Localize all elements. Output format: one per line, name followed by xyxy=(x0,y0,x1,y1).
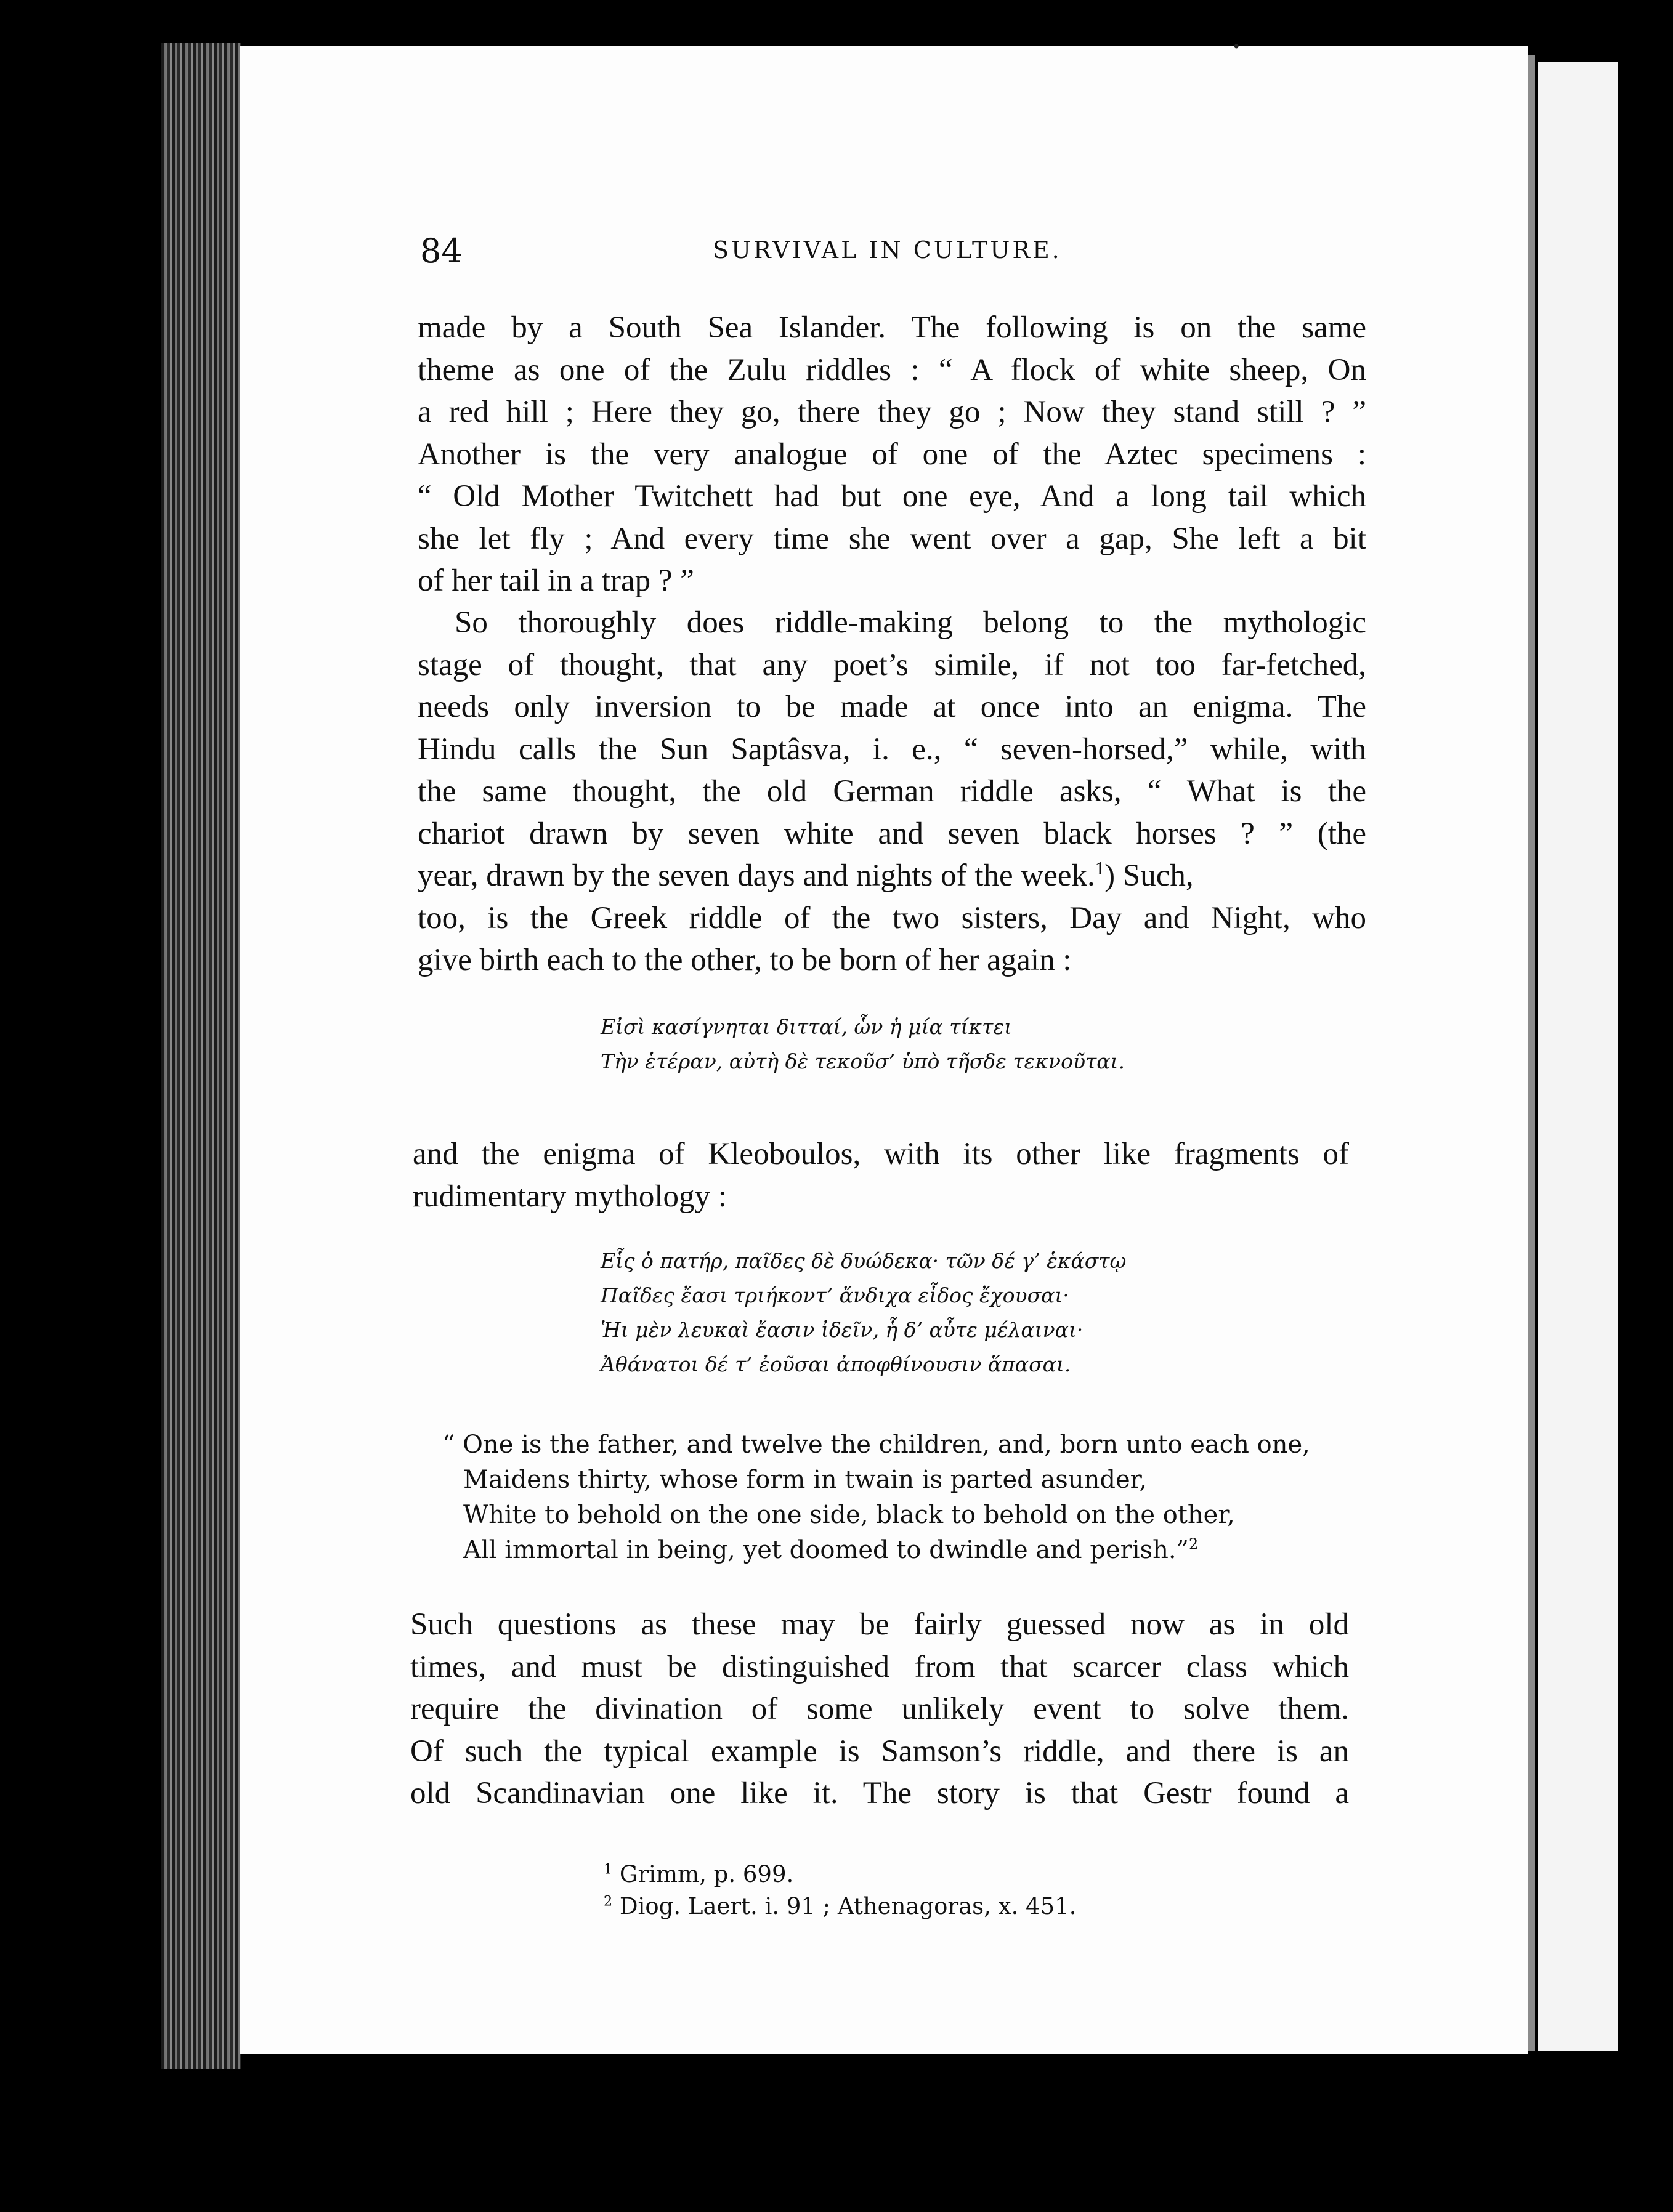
verse-line: “ One is the father, and twelve the children, and, born unto each one, xyxy=(442,1431,1310,1459)
text-line: require the divination of some unlikely event to solve them. xyxy=(410,1692,1349,1726)
page-gutter-edge xyxy=(1528,55,1535,2051)
text-line: Hindu calls the Sun Saptâsva, i. e., “ seven-horsed,” while, with xyxy=(418,732,1366,767)
text-line: needs only inversion to be made at once into an enigma. The xyxy=(418,690,1366,724)
greek-line: Εἷς ὁ πατήρ, παῖδες δὲ δυώδεκα· τῶν δέ γ’ ἑκάστῳ xyxy=(601,1249,1127,1273)
text-line: made by a South Sea Islander. The following is on the same xyxy=(418,310,1366,345)
greek-enigma xyxy=(601,1244,1126,1382)
page-header xyxy=(420,232,1067,268)
verse-line xyxy=(442,1533,1366,1568)
speck-mark: • xyxy=(1232,38,1241,55)
facing-page-edge xyxy=(1538,62,1618,2051)
footnote-text: Diog. Laert. i. 91 ; Athenagoras, x. 451. xyxy=(619,1893,1077,1919)
verse-line: Maidens thirty, whose form in twain is parted asunder, xyxy=(463,1466,1148,1494)
greek-line: Ἡι μὲν λευκαὶ ἔασιν ἰδεῖν, ἧ δ’ αὖτε μέλαιναι· xyxy=(601,1318,1084,1342)
text-line: Such questions as these may be fairly guessed now as in old xyxy=(410,1607,1349,1642)
book-edge-strips xyxy=(161,43,241,2069)
greek-line: Εἰσὶ κασίγνηται διτταί, ὧν ἡ μία τίκτει xyxy=(601,1015,1013,1039)
page-number: 84 xyxy=(420,232,463,270)
paragraph-2 xyxy=(418,602,1366,982)
footnote-mark: 2 xyxy=(604,1893,613,1910)
footnote-text: Grimm, p. 699. xyxy=(619,1861,794,1887)
text-segment: ) Such, xyxy=(1104,858,1194,893)
greek-line: Παῖδες ἔασι τριήκοντ’ ἄνδιχα εἶδος ἔχουσαι· xyxy=(601,1283,1069,1307)
text-line: Another is the very analogue of one of the Aztec specimens : xyxy=(418,437,1366,472)
footnote-ref-1: 1 xyxy=(1095,858,1105,879)
footnote-2 xyxy=(604,1891,1076,1923)
text-line: chariot drawn by seven white and seven black horses ? ” (the xyxy=(418,816,1366,851)
text-line: too, is the Greek riddle of the two sisters, Day and Night, who xyxy=(418,900,1366,935)
footnotes xyxy=(604,1859,1076,1923)
text-line: a red hill ; Here they go, there they go ; Now they stand still ? ” xyxy=(418,395,1366,429)
footnote-mark: 1 xyxy=(604,1861,613,1878)
text-line: the same thought, the old German riddle asks, “ What is the xyxy=(418,774,1366,809)
text-line: So thoroughly does riddle-making belong to the mythologic xyxy=(455,605,1366,640)
text-line: of her tail in a trap ? ” xyxy=(418,563,694,598)
text-line: old Scandinavian one like it. The story is that Gestr found a xyxy=(410,1776,1349,1810)
text-line: times, and must be distinguished from that scarcer class which xyxy=(410,1649,1349,1684)
greek-riddle xyxy=(601,1010,1125,1079)
paragraph-1 xyxy=(418,307,1366,602)
greek-line: Τὴν ἑτέραν, αὐτὴ δὲ τεκοῦσ’ ὑπὸ τῆσδε τεκνοῦται. xyxy=(601,1049,1125,1073)
text-line: Of such the typical example is Samson’s riddle, and there is an xyxy=(410,1734,1349,1769)
verse-translation xyxy=(442,1427,1366,1568)
footnote-1 xyxy=(604,1859,1076,1891)
footnote-ref-2: 2 xyxy=(1189,1535,1199,1553)
text-line: give birth each to the other, to be born of her again : xyxy=(418,943,1072,977)
paragraph-3 xyxy=(413,1133,1349,1217)
text-line: rudimentary mythology : xyxy=(413,1179,727,1214)
text-line: and the enigma of Kleoboulos, with its other like fragments of xyxy=(413,1137,1349,1171)
text-segment: year, drawn by the seven days and nights of the week. xyxy=(418,858,1095,893)
greek-line: Ἀθάνατοι δέ τ’ ἐοῦσαι ἀποφθίνουσιν ἅπασαι. xyxy=(601,1352,1071,1376)
text-line xyxy=(418,855,1366,897)
verse-line: White to behold on the one side, black to behold on the other, xyxy=(463,1501,1235,1529)
text-line: stage of thought, that any poet’s simile, if not too far-fetched, xyxy=(418,647,1366,682)
text-line: “ Old Mother Twitchett had but one eye, And a long tail which xyxy=(418,479,1366,514)
text-line: theme as one of the Zulu riddles : “ A flock of white sheep, On xyxy=(418,352,1366,387)
paragraph-4 xyxy=(410,1604,1349,1815)
text-segment: All immortal in being, yet doomed to dwindle and perish.” xyxy=(463,1536,1189,1564)
running-head: SURVIVAL IN CULTURE. xyxy=(713,236,1062,264)
text-line: she let fly ; And every time she went over a gap, She left a bit xyxy=(418,521,1366,556)
